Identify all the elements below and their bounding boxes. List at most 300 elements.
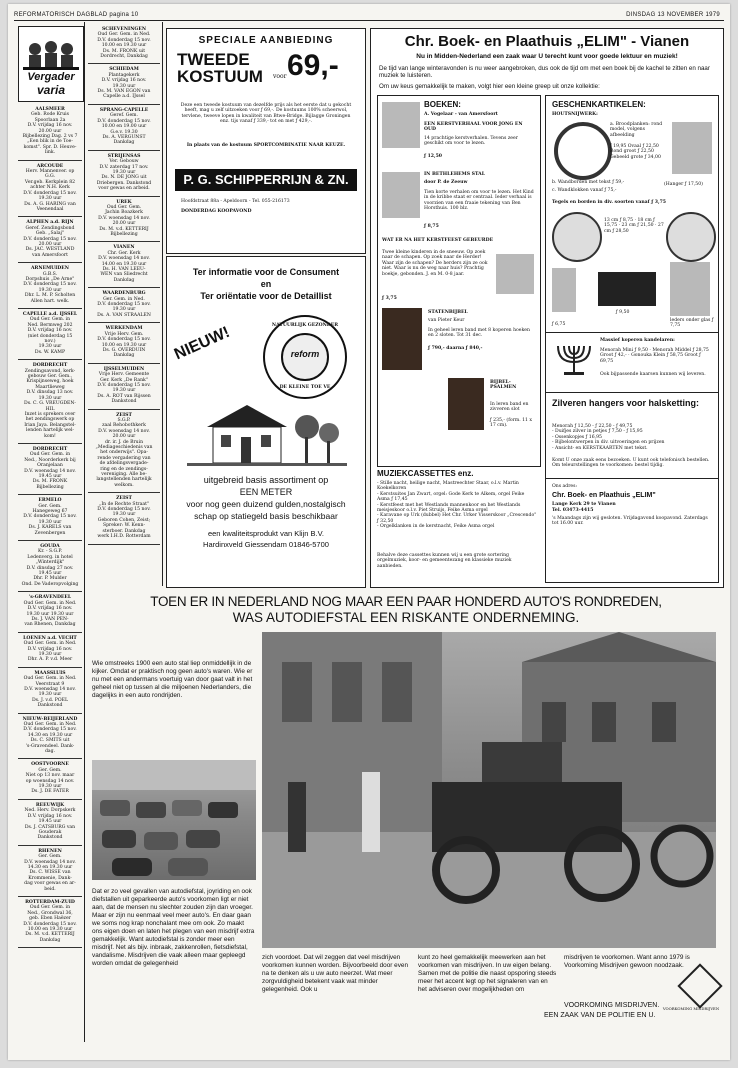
meeting-line: D.V. vrijdag 16 nov. (27, 606, 73, 612)
meeting-place: CAPELLE a.d. IJSSEL (22, 312, 78, 317)
zilver-list (552, 424, 712, 451)
meeting-line: Driebergen. Dankstond (96, 180, 152, 186)
meeting-notice (18, 217, 82, 263)
meetings-column-middle (88, 24, 160, 584)
meeting-notice (18, 897, 82, 948)
meeting-line: Dhr. A. P. v.d. Meer (27, 657, 73, 663)
list-line: - Ansicht- en KERSTKAARTEN met tekst. (552, 445, 648, 451)
meeting-line: Ds. C. SMITS uit (30, 738, 70, 744)
meeting-line: Ned., Noorderkerk bij (24, 457, 76, 463)
meeting-line: D.V. donderdag 15 nov. (23, 514, 77, 520)
book-cover-image (382, 172, 420, 218)
broodplanken: a. Broodplanken: rond model, volgens afbeelding (610, 122, 663, 138)
meeting-place: ARNEMUIDEN (30, 266, 69, 272)
reform-nieuw: NIEUW! (171, 323, 233, 364)
meeting-line: het onderwijs". Opa- (100, 450, 148, 456)
meeting-line: Ds. J. KARELS van (28, 525, 72, 531)
meeting-line: nov.) (44, 339, 56, 345)
tegel-b-price: ƒ 9,50 (616, 310, 630, 315)
parking-lot-illustration (92, 760, 256, 880)
list-line: - Karavane op Urk (dubbel) Het Chr. Urker Visserskoor „Crescendo" ƒ 32,50 (377, 513, 537, 524)
boek1-price: ƒ 12,50 (424, 154, 442, 159)
meeting-place: GOUDA (40, 544, 60, 550)
meeting-line: rende vergadering van (97, 455, 151, 461)
meeting-line: D.V. vrijdag 16 nov. (27, 813, 73, 819)
meeting-line: Vrije Herv. Gem. (104, 331, 144, 337)
meeting-line: Ds. W. KAMP (34, 349, 66, 355)
meeting-line: Oud Ger. Gem. in Ned. (97, 32, 151, 38)
tegel-text-image (598, 272, 656, 306)
meeting-line: Ds. J. VAN PEN- (31, 616, 69, 622)
meeting-line: 10.00 en 19.30 uur (101, 342, 147, 348)
meeting-line: Oud Ger. Gem. (106, 204, 142, 210)
meeting-line: Ger. Kerk „De Rank" (100, 377, 148, 383)
auto-slogan-2: EEN ZAAK VAN DE POLITIE EN U. (544, 1012, 656, 1019)
reform-heading-3: Ter oriëntatie voor de Detaillist (200, 291, 332, 301)
reform-caption-3: voor nog geen duizend gulden,nostalgisch (186, 499, 346, 509)
meeting-place: IJSSELMUIDEN (103, 366, 145, 372)
meeting-line: Ver. Gebouw (109, 159, 139, 165)
boek3-price: ƒ 3,75 (382, 296, 397, 301)
meeting-line: Ds. M. VAN EGON van (97, 89, 151, 95)
psalm-price: ƒ 235,- (form. 11 x 17 cm). (490, 418, 533, 429)
adres-hours: 's Maandags zijn wij gesloten. Vrijdagavond koopavond. Zaterdags tot 16.00 uur. (552, 516, 708, 527)
meeting-line: Dankdag (39, 937, 61, 943)
meeting-line: Zendingsavond, kerk- (24, 368, 76, 374)
meeting-line: Ned. Herv. Dorpskerk (24, 808, 76, 814)
meeting-line: Ds. M. FRONK (32, 479, 68, 485)
wandbord-image (672, 122, 712, 174)
meeting-line: G.B.S. (42, 271, 58, 277)
meeting-line: Dordrecht, Dankdag (100, 54, 148, 60)
meeting-line: D.V. vrijdag 16 nov. (27, 123, 73, 129)
auto-col-4: misdrijven te voorkomen. Want anno 1979 is Voorkoming Misdrijven gewoon noodzaak. (564, 954, 690, 969)
meeting-line: Herv. Mannenver. op (25, 169, 75, 175)
reform-seal-inner-text: reform (290, 349, 320, 359)
meeting-line: Bijbellezing (36, 484, 64, 490)
meeting-line: 's-Gravendeel. Dank- (25, 743, 75, 749)
meeting-line: Oranjelaan (37, 463, 63, 469)
auto-intro: Wie omstreeks 1900 een auto stal liep onmiddellijk in de kijker. Omdat er praktisch nog geen auto's waren. Wie er nu met een andermans voertuig van door gaat valt in het geheel niet op tussen al die miljoenen Nederlanders, die dagelijks in een auto rondrijden. (92, 660, 253, 699)
menorah-title: Massief koperen kandelaren: (600, 338, 675, 343)
meeting-line: D.V. vrijdag 16 nov. (101, 78, 147, 84)
reform-supplier-2: Hardinxveld Giessendam 01846-5700 (203, 540, 329, 549)
bible-image (382, 308, 422, 370)
boeken-box (377, 95, 541, 467)
meeting-line: Bijbellezing (110, 232, 138, 237)
reform-ad (166, 256, 366, 588)
meeting-line: 19.30 uur (38, 692, 62, 698)
meeting-place: SCHIEDAM (109, 67, 139, 73)
meeting-line: D.V. donderdag 15 nov. (97, 302, 151, 308)
meeting-place: ZEIST (116, 412, 132, 418)
meeting-line: van Amersfoort (32, 252, 68, 258)
meeting-place: STRIJENSAS (107, 153, 141, 159)
kostuum-address: Hoofdstraat 88a - Apeldoorn - Tel. 055-216173 (181, 199, 290, 204)
meeting-line: Oud Ger. Gem. in (29, 905, 71, 911)
meeting-line: Ds. G. OVERDUIN (102, 347, 146, 353)
meeting-line: 20.00 uur (38, 241, 62, 247)
kostuum-voor: voor (273, 73, 287, 80)
meeting-place: ZEIST (116, 496, 132, 502)
meeting-line: 19.30 uur (112, 83, 136, 89)
meeting-line: werk I.H.D. Rotterdam (97, 534, 151, 540)
boek1-text: 14 prachtige kerstverhalen. Tevens zeer geschikt om voor te lezen. (424, 136, 518, 147)
reform-seal-outer: NATUURLIJK GEZONDER (271, 323, 339, 328)
auto-slogan-1: VOORKOMING MISDRIJVEN. (564, 1002, 660, 1009)
meeting-line: 10.00 en 19.30 uur (27, 927, 73, 932)
meeting-notice (18, 360, 82, 444)
meeting-line: Kr. - S.G.P. (37, 549, 63, 555)
meeting-line: Dankdag (113, 140, 135, 146)
reform-heading-1: Ter informatie voor de Consument (192, 267, 340, 277)
page-header-date: DINSDAG 13 NOVEMBER 1979 (626, 12, 720, 18)
meeting-place: WAARDENBURG (102, 291, 146, 297)
meeting-line: Veerstraat 9 (35, 681, 65, 687)
meeting-line: Ger. Gem. (38, 767, 62, 773)
meeting-line: D.V. woensdag 14 nov. (24, 468, 76, 474)
meeting-line: D.V. donderdag 15 nov. (97, 382, 151, 388)
boek2-author: door P. de Zeeuw (424, 180, 468, 185)
tegel-prices: 13 cm ƒ 8,75 · 18 cm ƒ 15,75 · 23 cm ƒ 21,50 · 27 cm ƒ 28,50 (604, 218, 664, 234)
meeting-place: ROTTERDAM-ZUID (25, 899, 75, 905)
tegel-image (670, 262, 710, 316)
meeting-line: Ned., Grondwal 36, (27, 910, 73, 916)
meeting-place: WERKENDAM (105, 326, 143, 332)
reform-caption-1: uitgebreid basis assortiment op (203, 475, 329, 485)
meeting-line: Krispijnseweg, hoek (26, 379, 74, 385)
reform-supplier-1: een kwaliteitsprodukt van Klijn B.V. (207, 529, 325, 538)
meeting-line: „Een blik in de Toe- (27, 139, 73, 145)
meeting-line: Geref. Zendingsbond (25, 225, 75, 231)
meeting-notice (88, 242, 160, 288)
meeting-place: ARCOUDE (36, 163, 64, 169)
meeting-line: Ond. De Vaderopvolging (21, 581, 79, 587)
meeting-line: dag. (44, 749, 56, 755)
meeting-notice (18, 161, 82, 218)
meeting-line: op woensdag 14 nov. (25, 778, 75, 784)
meeting-line: Dankstond (37, 835, 63, 841)
meeting-line: D.V. vrijdag 16 nov. (27, 646, 73, 652)
meeting-line: langstellenden hartelijk (96, 477, 152, 483)
boek2-title: IN BETHLEHEMS STAL (424, 172, 485, 177)
muziek-footer: Behalve deze cassettes kunnen wij u een grote sortering orgelmuziek, koor- en gemeentezang en klassieke muziek aanbieden. (377, 553, 512, 569)
meeting-line: komst". Spr. D. Heuve- (23, 144, 77, 150)
meeting-line: Inzet is sprekers over (24, 411, 76, 417)
boek1-title: EEN KERSTVERHAAL VOOR JONG EN OUD (424, 122, 523, 133)
meeting-line: vereniging. Alle be- (101, 472, 147, 478)
meeting-place: 's-GRAVENDEEL (28, 595, 72, 601)
meeting-line: gebouw Ger. Gem., (27, 374, 73, 380)
meeting-line: van Rhenen, Dankdag (24, 622, 76, 628)
zilver-title: Zilveren hangers voor halsketting: (552, 398, 700, 408)
list-line: - Orgelklanken in de kerstnacht, Feike Asma orgel (377, 524, 495, 530)
meeting-place: REEUWIJK (35, 802, 65, 808)
meeting-notice (18, 759, 82, 799)
meeting-line: D.V. donderdag 15 nov. (97, 507, 151, 513)
column-rule (162, 22, 163, 586)
meeting-line: Zevenbergen (34, 530, 66, 536)
wandklokken: c. Wandklokken vanaf ƒ 75,- (552, 188, 617, 193)
bijbel-text: In geheel leren band met 8 koperen hoeken en 2 sloten. Tot 31 dec. (428, 328, 530, 339)
meeting-line: D.V. woensdag 14 nov. (98, 256, 150, 262)
bijbel-title: STATENBIJBEL (428, 310, 468, 315)
meeting-line: Geboren Cohen, Zeist; (97, 517, 151, 523)
meeting-line: Geb. Rode Kruis (30, 112, 69, 118)
meeting-line: link. (44, 150, 56, 156)
meeting-place: DORDRECHT (32, 363, 68, 369)
meeting-line: Ds. J. CATSBURG van (24, 824, 76, 830)
divider (546, 392, 718, 393)
reform-seal (263, 315, 347, 399)
tegel-image (552, 268, 576, 312)
divider (546, 332, 718, 333)
tegel-plate-image (552, 212, 602, 262)
meeting-line: Geb. „Salaj" (35, 231, 65, 237)
meeting-line: Dhr. L. M. P. Scholten (24, 293, 76, 299)
adres-name: Chr. Boek- en Plaathuis „ELIM" (552, 492, 656, 499)
menorah-text: Menorah Mini ƒ 9,50 · Menorah Middel ƒ 28,75 Groot ƒ 42,- · Gonouka Klein ƒ 58,75 Groot ƒ 69,75 (600, 348, 709, 364)
meeting-line: Dankstond (111, 399, 137, 405)
meeting-line: Jachin Boazkerk (105, 210, 143, 216)
meeting-line: D.V. dinsdag 27 nov. (26, 565, 74, 571)
meeting-line: Chr. Ger. Kerk (107, 250, 141, 256)
meeting-line: D.V. donderdag 15 nov. (23, 190, 77, 196)
meeting-line: S.G.P. (117, 417, 131, 423)
meeting-line: Ds. JAC. WESTLAND (25, 247, 75, 253)
vergader-varia-logo (18, 26, 84, 102)
adres-tel: Tel. 03473-4415 (552, 508, 594, 513)
meeting-line: beid. (44, 886, 56, 892)
meeting-line: Capelle a.d. IJssel (103, 94, 145, 100)
meeting-line: Ledenverg. in hotel (27, 554, 73, 560)
elim-subtitle: Nu in Midden-Nederland een zaak waar U terecht kunt voor goede lektuur en muziek! (416, 53, 678, 60)
meeting-line: Ds. C. G. VREUGDEN- (24, 401, 76, 407)
meeting-line: Ds. M. v.d. KETTERIJ (25, 932, 75, 938)
meeting-line: Ds. M. v.d. KETTERIJ (99, 226, 149, 232)
meeting-notice (18, 668, 82, 714)
hanger-price: (Hanger ƒ 17,50) (664, 182, 703, 187)
meeting-line: 19.30 uur (38, 651, 62, 657)
reform-caption-2: EEN METER (239, 487, 293, 497)
meeting-line: Gouderak (38, 829, 62, 835)
meeting-line: zaal Rehobothkerk (102, 423, 146, 429)
elim-intro-2: Om uw keus gemakkelijk te maken, volgt hier een kleine greep uit onze kollektie: (379, 83, 600, 90)
meeting-notice (18, 800, 82, 846)
meeting-notice (18, 309, 82, 360)
header-rule (14, 20, 724, 21)
meeting-line: G.e.v. 19.30 (110, 129, 138, 135)
meeting-line: Krommenie, Dank- (28, 875, 72, 881)
meeting-notice (18, 444, 82, 495)
meeting-line: 19.30 uur (38, 784, 62, 790)
muziek-section (377, 469, 539, 581)
tegel-plate-image (666, 212, 716, 262)
meeting-place: ERMELO (38, 498, 62, 504)
meeting-notice (18, 263, 82, 309)
meeting-line: Ds. H. VAN LEEU- (102, 267, 146, 273)
meeting-line: Vrije Herv. Gemeente (98, 372, 150, 378)
meeting-line: dr. ir. J. de Bruin (104, 439, 144, 445)
meeting-line: 19.30 uur 19.30 uur (26, 611, 74, 617)
meeting-line: Oud Ger. Gem. in Ned. (23, 676, 77, 682)
meeting-line: „Winterdijk" (35, 560, 65, 566)
meeting-line: D.V. donderdag 15 nov. (97, 118, 151, 124)
meeting-line: 19.45 uur (38, 571, 62, 577)
shop-house-icon (187, 397, 347, 467)
meeting-line: 19.30 uur (112, 307, 136, 313)
meeting-line: 19.45 uur (38, 819, 62, 825)
reform-seal-bottom: DE KLEINE TOE VE (279, 385, 331, 390)
boeken-author: A. Vogelaar - van Amersfoort (424, 112, 498, 117)
psalm-book-image (448, 378, 484, 430)
menorah-text-2: Ook bijpassende kaarsen kunnen wij leveren. (600, 372, 706, 377)
parking-lot-photo (92, 760, 256, 880)
meeting-line: Geref. Gem. (110, 113, 138, 119)
meeting-line: Dankdag (113, 353, 135, 359)
meeting-line: 14.00 en 19.30 uur (101, 261, 147, 267)
meeting-line: Plantagekerk (108, 72, 140, 78)
meeting-line: voor gewas en arbeid. (98, 186, 150, 192)
meeting-line: welkom. (114, 482, 134, 488)
kostuum-brand: P. G. SCHIPPERRIJN & ZN. (175, 169, 357, 191)
vintage-car-illustration (262, 632, 716, 948)
meeting-line: 14.30 en 19.30 uur (27, 864, 73, 870)
meeting-place: UREK (116, 199, 132, 205)
meeting-line: G.G. (45, 174, 55, 180)
meeting-line: 10.00 en 19.00 uur (101, 124, 147, 130)
auto-col-2: zich voordoet. Dat wil zeggen dat veel misdrijven voorkomen kunnen worden. Bijvoorbeeld door even na te denken als u uw auto neerzet. Wat meer zorgvuldigheid betekent vaak wat minder gelegenheid. Ook u (262, 954, 409, 993)
reform-caption-4: schap op statiegeld basis beschikbaar (194, 511, 338, 521)
boek3-title: WAT ER NA HET KERSTFEEST GEBEURDE (382, 238, 494, 243)
muziek-list (377, 481, 537, 530)
list-line: - Bijbelontwerpen in div. uitvoeringen en prijzen (552, 440, 665, 446)
list-line: - Kerstfeest met het Westlands mannenkoor en het Westlands meisjeskoor o.l.v. Piet Struijs, Feike Asma orgel (377, 502, 521, 514)
list-line: - Stille nacht, heilige nacht, Mastreechter Staar, o.l.v. Martin Koekelkoren (377, 481, 519, 492)
meeting-line: 14.30 en 19.30 uur (27, 732, 73, 738)
meeting-line: 19.30 uur (38, 287, 62, 293)
meeting-line: Spoorlaan 2a (34, 117, 66, 123)
meeting-notice (18, 633, 82, 668)
meeting-line: Oud Ger. Gem. in Ned. (23, 722, 77, 727)
meeting-line: Ds. A. VERGUNST (102, 134, 146, 140)
meeting-notice (88, 364, 160, 410)
vm-logo-text: VOORKOMING MISDRIJVEN (662, 1006, 720, 1011)
vergader-title-bottom: varia (36, 83, 66, 97)
meeting-place: AALSMEER (35, 107, 65, 112)
meeting-notice (18, 495, 82, 541)
meeting-line: D.V. donderdag 15 nov. (23, 921, 77, 927)
gesch-title: GESCHENKARTIKELEN: (552, 100, 646, 109)
meeting-notice (88, 288, 160, 323)
bijbel-price: ƒ 790,- daarna ƒ 840,- (428, 346, 483, 351)
meeting-line: WEN van Sliedrecht (100, 272, 148, 278)
tegels-label: Tegels en borden in div. soorten vanaf ƒ 3,75 (552, 200, 666, 205)
muziek-title: MUZIEKCASSETTES enz. (377, 469, 474, 478)
auto-ad (88, 592, 724, 1052)
meeting-line: Bijbellezing Dag. 2 vs 7 (22, 134, 78, 140)
meeting-line: lenden hartelijk wel- (26, 428, 74, 434)
meeting-line: HIL (45, 406, 55, 412)
list-line: - Ossenkopjes ƒ 16,95 (552, 434, 602, 440)
meeting-line: D.V. donderdag 15 nov. (23, 727, 77, 733)
kostuum-ad (166, 28, 366, 254)
meeting-notice (88, 24, 160, 64)
meeting-line: Dhr. P. Mulder (33, 576, 67, 582)
meeting-line: D.V. woensdag 14 nov. (24, 859, 76, 865)
meeting-line: „In de Rechte Straat" (98, 501, 150, 507)
meeting-line: Dorpshuis „De Arne" (25, 276, 75, 282)
meeting-line: Irian Jaya. Belangstel- (24, 422, 76, 428)
meeting-line: Ds. A. ROT van Rijssen (97, 393, 151, 399)
boek3-text: Twee kleine kinderen in de sneeuw. Op zoek naar de schapen. Op zoek naar de Herder! Waar zijn de schapen? De herders zijn ze ook niet. Waar is nu de weg naar huis? Prachtig boekje, gebonden. J. en M. 0-8 jaar. (382, 250, 488, 277)
list-line: - Kerstsuites Jan Zwart, orgel: Gode Kerk te Alkem, orgel Feike Asma ƒ 17,45 (377, 491, 525, 503)
meeting-place: OOSTVOORNE (31, 762, 69, 768)
broodplank-prices: ƒ 19,95 Ovaal ƒ 22,50 Rond groot ƒ 22,50 Gebeeld grote ƒ 34,00 (610, 144, 661, 160)
elim-ad (370, 28, 724, 588)
boek2-text: Tien korte verhalen om voor te lezen. Het Kind in de kribbe staat er centraal. Ieder verhaal is voorzien van een fraaie tekening van Ben Horsthuis. 100 blz. (424, 190, 534, 212)
auto-headline-2: WAS AUTODIEFSTAL EEN RISKANTE ONDERNEMING. (232, 610, 580, 625)
kostuum-price: 69,- (287, 49, 339, 82)
newspaper-page (8, 4, 730, 1060)
meeting-line: Ger. Gem. (38, 854, 62, 860)
meeting-line: het zendingswerk op (25, 417, 75, 423)
meeting-line: Oud Ger. Gem. in (29, 317, 71, 323)
meeting-line: Ger. Gem. in Ned. (103, 296, 145, 302)
meeting-line: Ned. Bermweg 202 (27, 322, 73, 328)
list-line: - Duifjes zilver in petjes ƒ 7,50 - ƒ 15,95 (552, 429, 643, 435)
meeting-notice (88, 151, 160, 197)
meeting-place: ALPHEN a.d. RIJN (26, 220, 74, 226)
geschenk-box (545, 95, 719, 583)
adres-label: Ons adres: (552, 484, 578, 489)
tegel-a-price: ƒ 6,75 (552, 322, 566, 327)
houtsnij-label: HOUTSNIJWERK: (552, 112, 598, 117)
meeting-line: Ds. N. DE JONG uit (101, 175, 147, 181)
meeting-line: Ver.geb. Kerkplein 82 (24, 179, 76, 185)
kostuum-sub: In plaats van de kostuum SPORTCOMBINATIE NAAR KEUZE. (186, 143, 346, 148)
meeting-place: MAASSLUIS (34, 670, 66, 676)
page-header-title: REFORMATORISCH DAGBLAD pagina 10 (14, 12, 139, 18)
meeting-line: „Mediageschiedenis van (95, 445, 153, 450)
psalm-text: In leren band en zivveren slot (490, 402, 529, 413)
meeting-notice (88, 323, 160, 363)
meeting-line: Niet op 13 nov. maar (25, 773, 75, 779)
meeting-line: geb. Eben Haëzer (29, 916, 71, 922)
elim-title: Chr. Boek- en Plaathuis „ELIM" - Vianen (404, 33, 690, 50)
meeting-line: 19.30 uur (38, 344, 62, 350)
meeting-line: Ds. A. VAN STRAALEN (97, 312, 151, 318)
meeting-line: D.V. woensdag 14 nov. (98, 215, 150, 221)
meeting-line: Dankdag (113, 277, 135, 283)
meeting-place: DORDRECHT (32, 446, 68, 452)
auto-col-3: kunt zo heel gemakkelijk meewerken aan het voorkomen van misdrijven. In uw eigen belang. Samen met de politie die naast opsporing steeds meer het accent legt op het signaleren van en het adviseren over mogelijkheden om (418, 954, 557, 993)
kostuum-label: SPECIALE AANBIEDING (198, 35, 334, 46)
tegel-c-price: leders onder glas ƒ 7,75 (670, 318, 714, 329)
meeting-notice (18, 104, 82, 161)
meeting-line: Dankstond (37, 703, 63, 709)
vergader-title-top: Vergader (27, 71, 75, 83)
meeting-line: Ger. Gem. (38, 503, 62, 509)
meeting-line: ring en de zendings- (100, 466, 148, 472)
meeting-line: D.V. donderdag 15 nov. (23, 236, 77, 242)
vintage-car-photo (262, 632, 716, 948)
adres-street: Lange Kerk 29 te Vianen (552, 502, 616, 507)
meeting-line: kom! (44, 433, 56, 439)
meeting-line: Ds. C. WISSE van (29, 870, 71, 876)
meeting-line: Spreker: W. Kenn- (102, 523, 146, 529)
meeting-notice (18, 541, 82, 592)
